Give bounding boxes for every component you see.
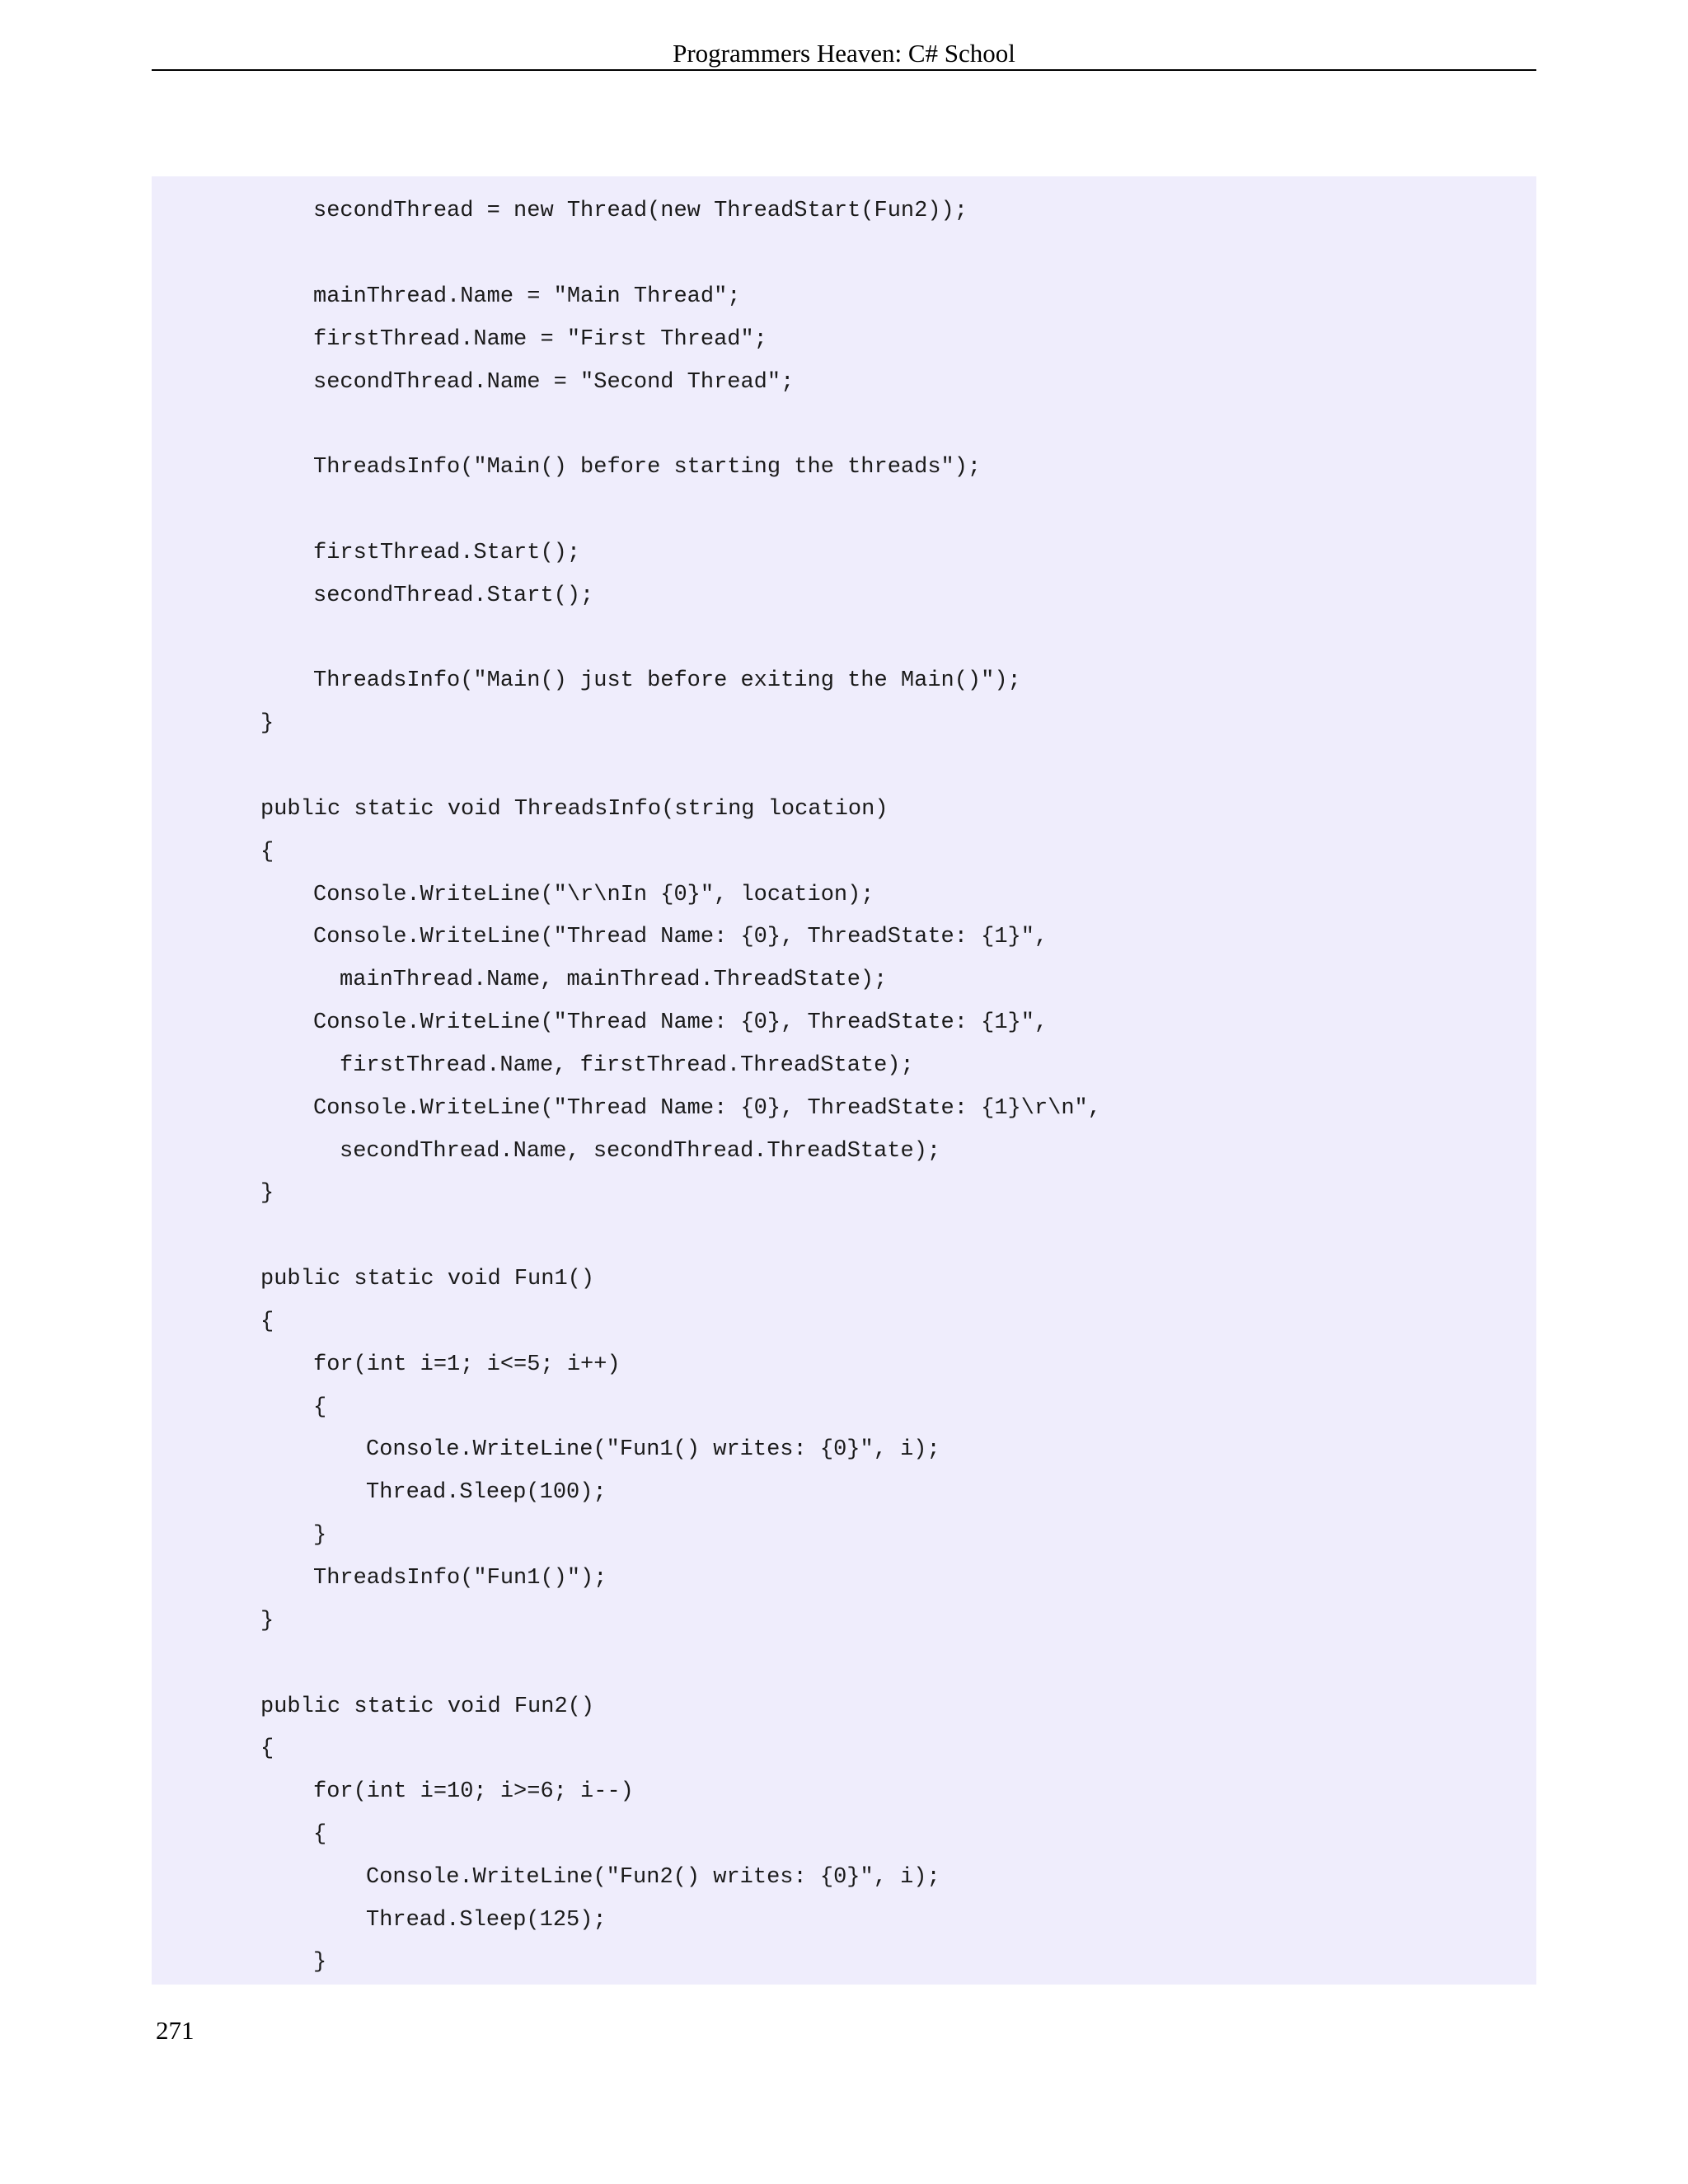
code-line: { [313, 1822, 327, 1847]
code-line: } [260, 711, 274, 736]
code-line: public static void Fun1() [260, 1267, 595, 1291]
code-line: { [313, 1395, 327, 1420]
code-line: } [313, 1950, 327, 1975]
code-line: Console.WriteLine("Fun1() writes: {0}", i); [366, 1437, 940, 1462]
code-line: { [260, 840, 274, 865]
code-line: public static void Fun2() [260, 1694, 595, 1719]
code-line: secondThread = new Thread(new ThreadStart(Fun2)); [313, 199, 968, 223]
code-line: mainThread.Name, mainThread.ThreadState); [340, 968, 888, 992]
code-line: public static void ThreadsInfo(string location) [260, 797, 889, 822]
code-line: Console.WriteLine("Thread Name: {0}, ThreadState: {1}\r\n", [313, 1096, 1101, 1121]
code-listing [152, 176, 1536, 1985]
code-line: Console.WriteLine("Thread Name: {0}, ThreadState: {1}", [313, 1010, 1048, 1035]
code-line: secondThread.Name = "Second Thread"; [313, 370, 795, 395]
code-line: { [260, 1310, 274, 1334]
code-line: firstThread.Name, firstThread.ThreadState); [340, 1053, 914, 1078]
code-line: firstThread.Start(); [313, 541, 581, 565]
code-line: mainThread.Name = "Main Thread"; [313, 284, 741, 309]
code-line: ThreadsInfo("Fun1()"); [313, 1566, 607, 1591]
code-line: for(int i=10; i>=6; i--) [313, 1779, 634, 1804]
code-line: } [260, 1609, 274, 1633]
code-line: Thread.Sleep(125); [366, 1908, 607, 1933]
page-number: 271 [156, 2016, 195, 2045]
code-line: secondThread.Start(); [313, 583, 594, 608]
code-line: ThreadsInfo("Main() before starting the threads"); [313, 455, 982, 480]
code-line: { [260, 1736, 274, 1761]
code-line: Console.WriteLine("Fun2() writes: {0}", i); [366, 1865, 940, 1890]
code-line: for(int i=1; i<=5; i++) [313, 1352, 621, 1377]
code-line: Console.WriteLine("\r\nIn {0}", location); [313, 883, 874, 907]
code-line: secondThread.Name, secondThread.ThreadState); [340, 1139, 941, 1164]
page-header-title: Programmers Heaven: C# School [673, 39, 1015, 68]
code-line: firstThread.Name = "First Thread"; [313, 327, 767, 352]
code-line: } [313, 1523, 327, 1548]
code-line: Thread.Sleep(100); [366, 1480, 607, 1505]
code-line: Console.WriteLine("Thread Name: {0}, ThreadState: {1}", [313, 925, 1048, 949]
code-line: ThreadsInfo("Main() just before exiting the Main()"); [313, 668, 1021, 693]
header-rule [152, 69, 1536, 71]
code-line: } [260, 1181, 274, 1206]
